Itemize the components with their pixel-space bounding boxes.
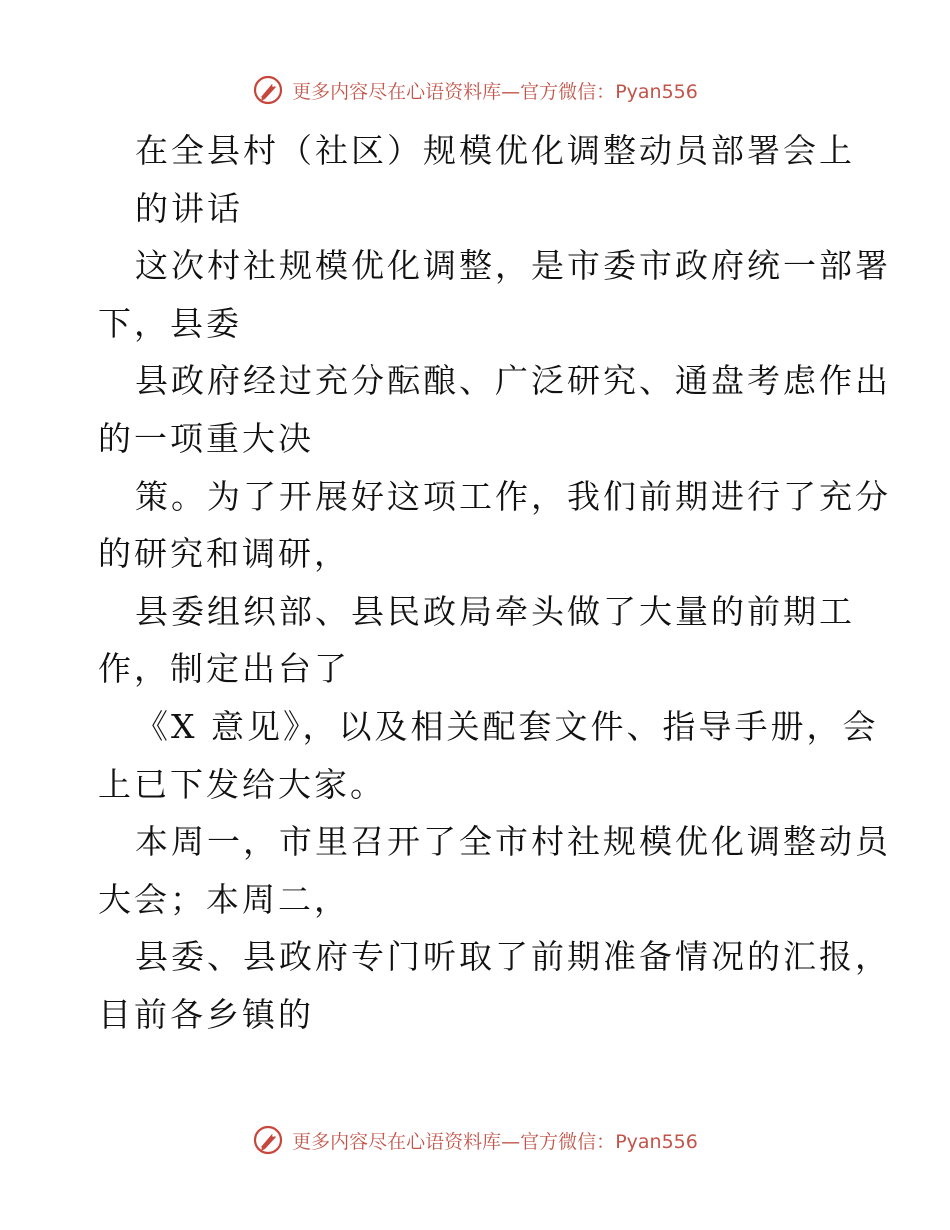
paragraph-line: 上已下发给大家。 xyxy=(98,764,386,804)
paragraph-line: 的一项重大决 xyxy=(98,418,314,458)
pen-nib-logo-icon xyxy=(252,74,284,106)
paragraph-line: 的研究和调研， xyxy=(98,534,350,574)
paragraph-line: 大会；本周二， xyxy=(98,879,350,919)
paragraph-line: 《X 意见》，以及相关配套文件、指导手册，会 xyxy=(135,706,879,746)
document-body xyxy=(98,122,891,1044)
pen-nib-logo-icon xyxy=(252,1124,284,1156)
paragraph-line: 作，制定出台了 xyxy=(98,649,350,689)
paragraph-line: 下，县委 xyxy=(98,303,242,343)
paragraph-line: 在全县村（社区）规模优化调整动员部署会上 xyxy=(135,131,855,170)
paragraph-line: 这次村社规模优化调整，是市委市政府统一部署 xyxy=(135,246,891,286)
paragraph-line: 本周一，市里召开了全市村社规模优化调整动员 xyxy=(135,822,891,862)
paragraph-line: 县政府经过充分酝酿、广泛研究、通盘考虑作出 xyxy=(135,361,891,401)
watermark-text: 更多内容尽在心语资料库—官方微信：Pyan556 xyxy=(292,1130,698,1153)
watermark-text: 更多内容尽在心语资料库—官方微信：Pyan556 xyxy=(292,80,698,103)
paragraph-line: 的讲话 xyxy=(135,188,243,228)
paragraph-line: 目前各乡镇的 xyxy=(98,994,314,1034)
paragraph-line: 县委、县政府专门听取了前期准备情况的汇报， xyxy=(135,937,891,977)
paragraph-line: 策。为了开展好这项工作，我们前期进行了充分 xyxy=(135,476,891,516)
paragraph-line: 县委组织部、县民政局牵头做了大量的前期工 xyxy=(135,591,855,631)
header-watermark-banner xyxy=(0,72,950,108)
footer-watermark-banner xyxy=(0,1122,950,1158)
